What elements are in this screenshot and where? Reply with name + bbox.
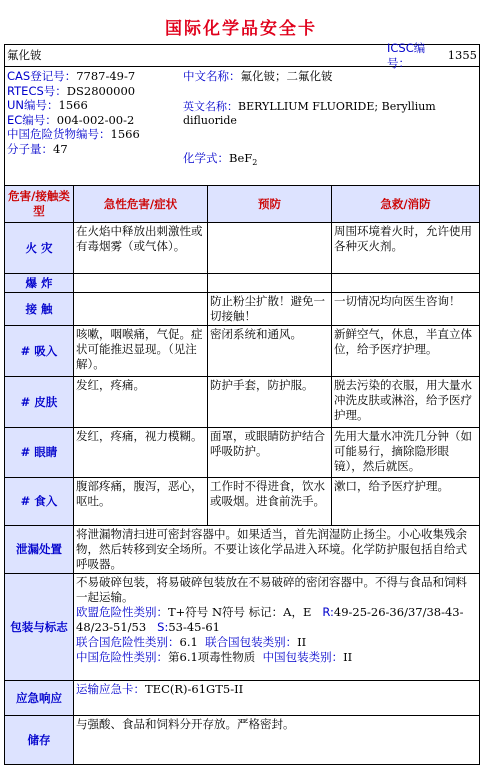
identifier-list: [5, 67, 181, 185]
cn-classification: 中国危险性类别：第6.1项毒性物质 中国包装类别：II: [76, 650, 353, 664]
header-row: [5, 185, 479, 222]
header-acute: 急性危害/症状: [73, 186, 207, 222]
fire-row: 火 灾 在火焰中释放出刺激性或有毒烟雾（或气体）。 周围环境着火时，允许使用各种灭火剂。: [5, 222, 479, 273]
icsc-number: [385, 40, 479, 70]
cn-dangerous-goods-line: 中国危险货物编号：1566: [7, 127, 140, 141]
chemical-name: 氟化铍: [7, 48, 42, 62]
header-type: 危害/接触类型: [5, 186, 73, 222]
name-row: [5, 40, 479, 70]
skin-row: # 皮肤 发红，疼痛。 防护手套，防护服。 脱去污染的衣服，用大量水冲洗皮肤或淋浴，给予医疗护理。: [5, 376, 479, 427]
identifiers-block: [5, 66, 479, 185]
formula-line: 化学式：BeF$_2$: [183, 150, 258, 167]
explosion-row: 爆 炸: [5, 273, 479, 292]
storage-row: 储存 与强酸、食品和饲料分开存放。严格密封。: [5, 715, 479, 764]
header-prevention: 预防: [207, 186, 331, 222]
icsc-label: ICSC编号：: [387, 40, 426, 70]
header-firstaid: 急救/消防: [331, 186, 479, 222]
eyes-row: # 眼睛 发红，疼痛，视力模糊。 面罩，或眼睛防护结合呼吸防护。 先用大量水冲洗几分钟（如可能易行，摘除隐形眼镜），然后就医。: [5, 427, 479, 477]
spill-row: 泄漏处置 将泄漏物清扫进可密封容器中。如果适当，首先润湿防止扬尘。小心收集残余物，然后转移到安全场所。不要让该化学品进入环境。化学防护服包括自给式呼吸器。: [5, 525, 479, 573]
contact-row: 接 触 防止粉尘扩散！避免一切接触！ 一切情况均向医生咨询！: [5, 292, 479, 325]
packaging-row: 包装与标志 不易破碎包装，将易破碎包装放在不易破碎的密闭容器中。不得与食品和饲料一起运输。 欧盟危险性类别：T+符号 N符号 标记：A，E R:49-25-26-36/37/38-43-48/23-51/53 S:53-45-61 联合国危险性类别：6.1 联合国包装类别：II 中国危险性类别：第6.1项毒性物质 中国包装类别：II: [5, 573, 479, 680]
inhalation-row: # 吸入 咳嗽，咽喉痛，气促。症状可能推迟显现。（见注解）。 密闭系统和通风。 新鲜空气，休息，半直立体位，给予医疗护理。: [5, 325, 479, 376]
ec-line: EC编号：004-002-00-2: [7, 112, 135, 127]
english-name-line: 英文名称：BERYLLIUM FLUORIDE; Beryllium difluoride: [183, 99, 436, 127]
emergency-row: 应急响应 运输应急卡：TEC(R)-61GT5-II: [5, 680, 479, 715]
icsc-value: 1355: [447, 48, 477, 62]
un-classification: 联合国危险性类别：6.1 联合国包装类别：II: [76, 635, 307, 649]
un-line: UN编号：1566: [7, 98, 88, 112]
rtecs-line: RTECS号：DS2800000: [7, 83, 136, 98]
packaging-content: 不易破碎包装，将易破碎包装放在不易破碎的密闭容器中。不得与食品和饲料一起运输。 欧盟危险性类别：T+符号 N符号 标记：A，E R:49-25-26-36/37/38-43-48/23-51/53 S:53-45-61 联合国危险性类别：6.1 联合国包装类别：II 中国危险性类别：第6.1项毒性物质 中国包装类别：II: [73, 574, 479, 680]
safety-card-table: [4, 40, 480, 765]
names-block: [181, 67, 479, 185]
card-title: 国际化学品安全卡: [165, 19, 317, 39]
chinese-name-line: 中文名称：氟化铍；二氟化铍: [183, 69, 333, 83]
molecular-weight-line: 分子量：47: [7, 141, 68, 156]
cas-line: CAS登记号：7787-49-7: [7, 69, 136, 83]
eu-classification: 欧盟危险性类别：T+符号 N符号 标记：A，E R:49-25-26-36/37/38-43-48/23-51/53 S:53-45-61: [76, 605, 464, 634]
ingestion-row: # 食入 腹部疼痛，腹泻，恶心，呕吐。 工作时不得进食，饮水或吸烟。进食前洗手。 漱口，给予医疗护理。: [5, 477, 479, 525]
